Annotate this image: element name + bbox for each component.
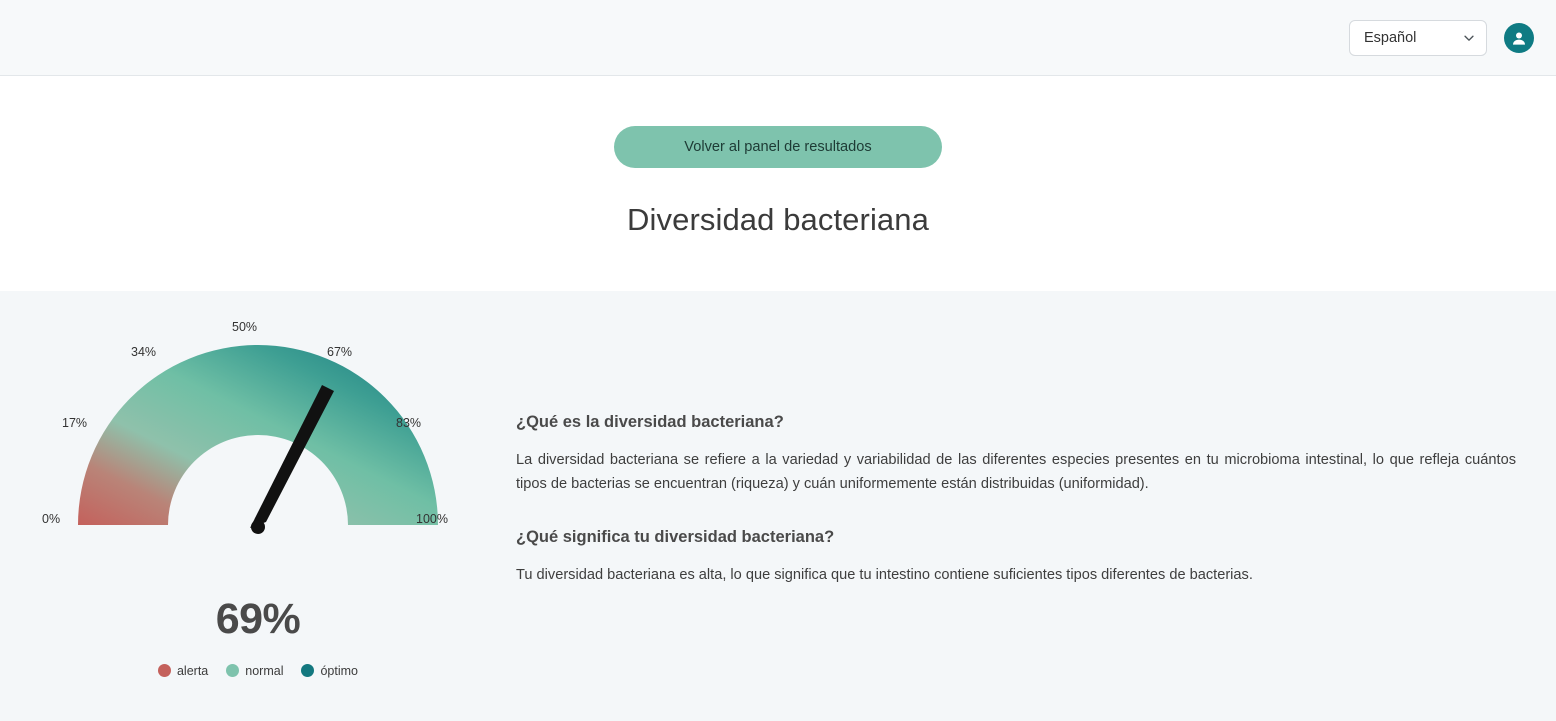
gauge-chart [38, 315, 478, 565]
main-content [0, 291, 1556, 721]
gauge-panel [0, 291, 516, 678]
user-avatar-icon [1509, 28, 1529, 48]
legend-item-alerta [158, 664, 208, 678]
question-1-body: La diversidad bacteriana se refiere a la variedad y variabilidad de las diferentes especies presentes en tu microbioma intestinal, lo que refleja cuántos tipos de bacterias se encuentran (riqueza) y cuán uniformemente están distribuidas (uniformidad). [516, 451, 1516, 492]
gauge-value-label: 69% [215, 594, 301, 643]
gauge-tick-34: 34% [131, 344, 157, 359]
gauge-tick-17: 17% [62, 415, 88, 430]
legend-label-alerta: alerta [176, 663, 209, 678]
legend-label-normal: normal [245, 663, 284, 678]
gauge-tick-50: 50% [232, 319, 258, 334]
header-section [0, 76, 1556, 291]
language-selector-value: Español [1364, 29, 1417, 46]
gauge-tick-67: 67% [327, 344, 353, 359]
gauge-tick-100: 100% [416, 511, 448, 526]
legend-item-optimo [301, 664, 358, 678]
question-2-heading: ¿Qué significa tu diversidad bacteriana? [516, 527, 835, 546]
question-1-heading: ¿Qué es la diversidad bacteriana? [516, 412, 784, 431]
page-title: Diversidad bacteriana [627, 202, 929, 237]
legend-dot-optimo [301, 664, 314, 677]
legend-dot-normal [226, 664, 239, 677]
explanation-panel [516, 291, 1546, 587]
question-2-body: Tu diversidad bacteriana es alta, lo que significa que tu intestino contiene suficientes tipos diferentes de bacterias. [516, 566, 1253, 583]
back-to-results-button[interactable]: Volver al panel de resultados [614, 126, 942, 168]
avatar[interactable] [1504, 23, 1534, 53]
gauge-tick-0: 0% [42, 511, 61, 526]
legend-label-optimo: óptimo [320, 663, 359, 678]
legend-dot-alerta [158, 664, 171, 677]
gauge-arc [78, 345, 438, 525]
legend-item-normal [226, 664, 283, 678]
gauge-svg [38, 315, 478, 565]
gauge-legend [158, 664, 358, 678]
chevron-down-icon [1462, 31, 1476, 45]
gauge-tick-83: 83% [396, 415, 422, 430]
top-bar [0, 0, 1556, 76]
language-selector[interactable] [1349, 20, 1487, 56]
